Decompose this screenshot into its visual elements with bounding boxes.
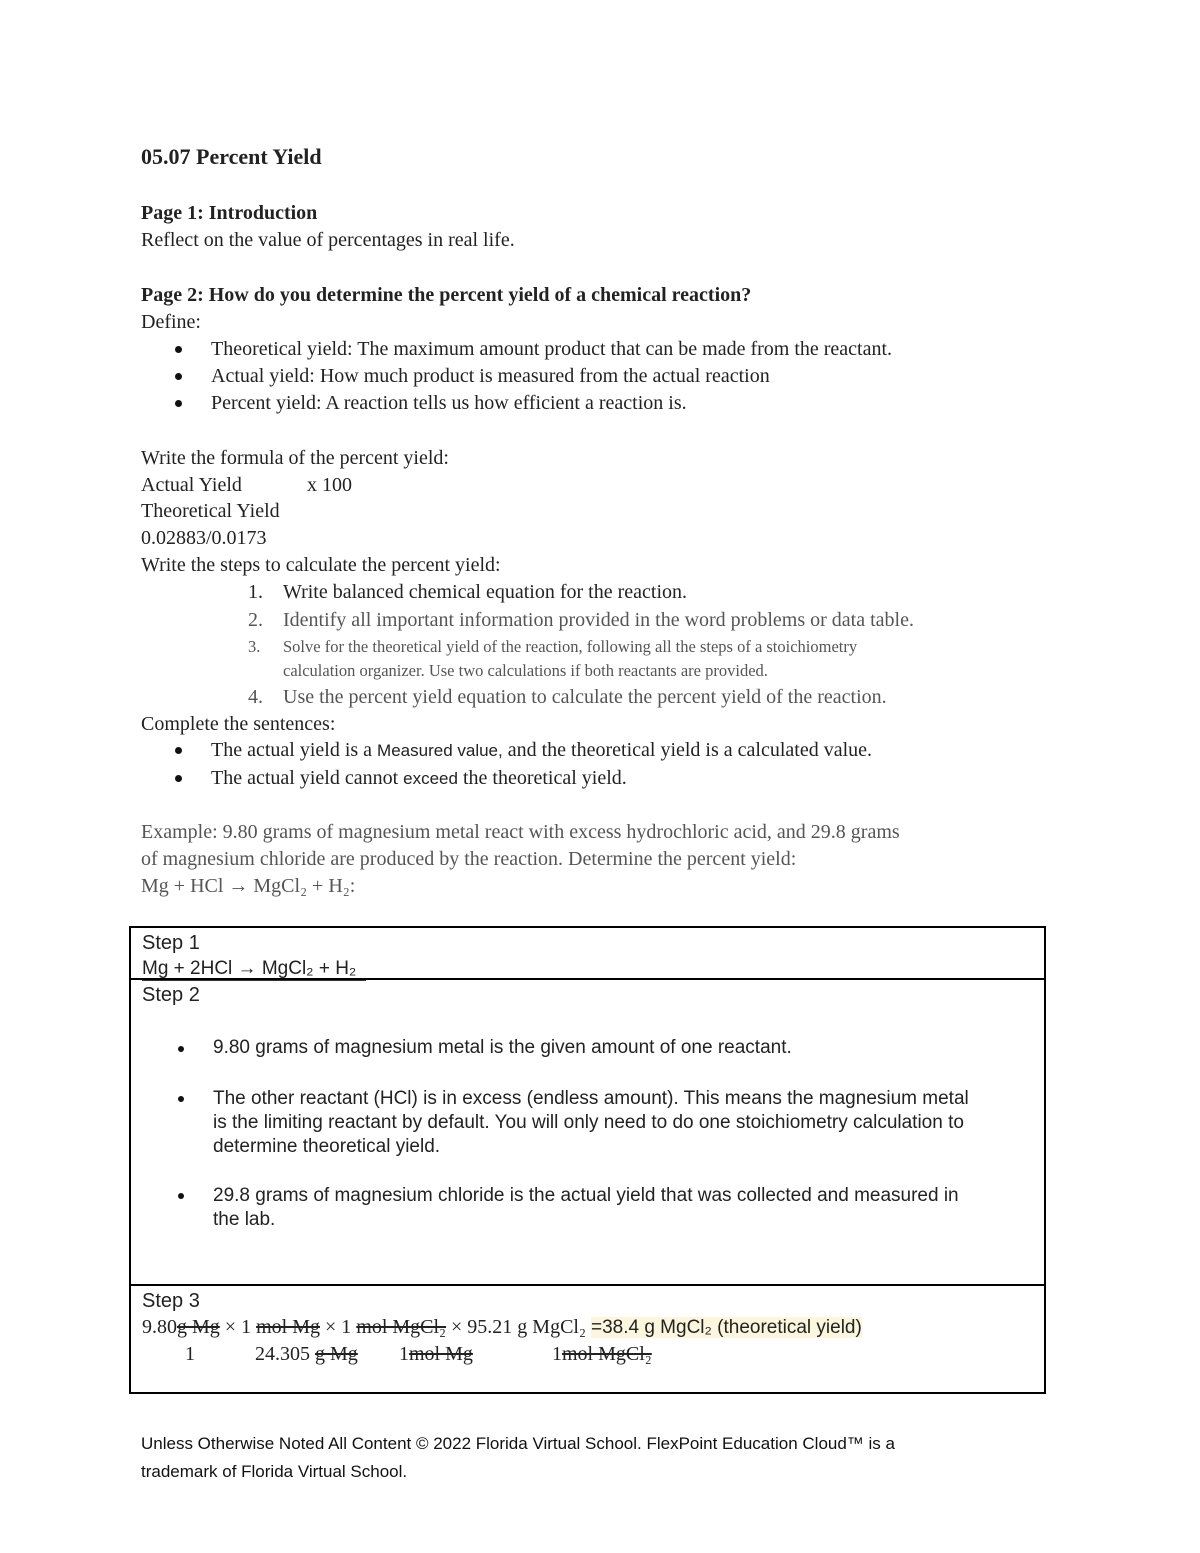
- sentence-2: [211, 767, 627, 790]
- text-line: determine theoretical yield.: [213, 1136, 441, 1157]
- calc-denominator-1: 1: [185, 1343, 195, 1365]
- step1-label: Step 1: [142, 932, 200, 954]
- bullet-icon: [178, 1193, 184, 1199]
- bullet-icon: [175, 775, 182, 782]
- step1-cell: [129, 926, 1046, 980]
- bullet-icon: [175, 747, 182, 754]
- factor: × 95.21 g MgCl₂: [451, 1316, 586, 1338]
- formula-denominator: Theoretical Yield: [141, 500, 280, 522]
- step-text: Solve for the theoretical yield of the reaction, following all the steps of a stoichiometry: [283, 637, 858, 656]
- calc-result: =38.4 g MgCl₂ (theoretical yield): [590, 1317, 862, 1338]
- cancelled-unit: mol Mg: [409, 1343, 473, 1365]
- calc-denominator-2: [255, 1343, 358, 1366]
- cancelled-unit: mol MgCl₂: [562, 1343, 652, 1365]
- coefficient: 1: [399, 1343, 409, 1365]
- formula-answer: 0.02883/0.0173: [141, 527, 267, 549]
- text-line: 29.8 grams of magnesium chloride is the actual yield that was collected and measured in: [213, 1185, 959, 1206]
- footer: [141, 1430, 1021, 1486]
- definition-percent: Percent yield: A reaction tells us how efficient a reaction is.: [211, 392, 687, 414]
- formula-numerator: Actual Yield: [141, 474, 242, 496]
- cancelled-unit: g Mg: [315, 1343, 358, 1365]
- definition-actual: Actual yield: How much product is measured from the actual reaction: [211, 365, 770, 387]
- text-line: is the limiting reactant by default. You will only need to do one stoichiometry calculation to: [213, 1112, 964, 1133]
- given-mass: 9.80: [142, 1316, 177, 1338]
- factor: × 1: [324, 1316, 352, 1338]
- sentence-text: and the theoretical yield is a calculated value.: [502, 739, 873, 761]
- formula-prompt: Write the formula of the percent yield:: [141, 447, 449, 469]
- cancelled-unit: mol MgCl₂: [356, 1316, 447, 1338]
- example-line: Example: 9.80 grams of magnesium metal react with excess hydrochloric acid, and 29.8 grams: [141, 821, 900, 843]
- complete-prompt: Complete the sentences:: [141, 713, 336, 735]
- define-label: Define:: [141, 311, 201, 333]
- step-text-cont: calculation organizer. Use two calculations if both reactants are provided.: [283, 661, 768, 680]
- page1-text: Reflect on the value of percentages in real life.: [141, 229, 515, 251]
- calc-denominator-4: [552, 1343, 652, 1366]
- molar-mass: 24.305: [255, 1343, 310, 1365]
- definition-theoretical: Theoretical yield: The maximum amount product that can be made from the reactant.: [211, 338, 893, 360]
- step2-bullet-text: [213, 1184, 959, 1232]
- footer-line: trademark of Florida Virtual School.: [141, 1462, 408, 1481]
- sentence-1: [211, 739, 872, 762]
- steps-prompt: Write the steps to calculate the percent yield:: [141, 554, 501, 576]
- formula-times: x 100: [307, 474, 352, 496]
- text-line: the lab.: [213, 1209, 276, 1230]
- step-number: 3.: [248, 637, 261, 656]
- answer-text: exceed: [403, 769, 458, 788]
- step-number: 1.: [248, 581, 263, 603]
- sentence-text: The actual yield cannot: [211, 767, 404, 789]
- step1-equation: Mg + 2HCl → MgCl₂ + H₂: [142, 958, 366, 981]
- step-number: 2.: [248, 609, 263, 631]
- answer-text: Measured value,: [377, 741, 503, 760]
- page2-heading: Page 2: How do you determine the percent yield of a chemical reaction?: [141, 284, 752, 306]
- sentence-text: The actual yield is a: [211, 739, 378, 761]
- factor: × 1: [224, 1316, 252, 1338]
- step-number: 4.: [248, 686, 263, 708]
- step2-bullet-text: 9.80 grams of magnesium metal is the given amount of one reactant.: [213, 1037, 792, 1058]
- bullet-icon: [178, 1046, 184, 1052]
- text-line: The other reactant (HCl) is in excess (endless amount). This means the magnesium metal: [213, 1088, 969, 1109]
- step-text: Write balanced chemical equation for the reaction.: [283, 581, 687, 603]
- cancelled-unit: g Mg: [177, 1316, 220, 1338]
- sentence-text: the theoretical yield.: [457, 767, 627, 789]
- step-text: Use the percent yield equation to calculate the percent yield of the reaction.: [283, 686, 887, 708]
- step-text: Identify all important information provided in the word problems or data table.: [283, 609, 914, 631]
- step2-bullet-text: [213, 1087, 969, 1159]
- page1-heading: Page 1: Introduction: [141, 202, 318, 224]
- step3-label: Step 3: [142, 1290, 200, 1312]
- bullet-icon: [175, 373, 182, 380]
- bullet-icon: [178, 1096, 184, 1102]
- page-title: 05.07 Percent Yield: [141, 144, 322, 169]
- calc-numerator-row: [142, 1316, 862, 1339]
- footer-line: Unless Otherwise Noted All Content © 2022 Florida Virtual School. FlexPoint Education Cloud™ is a: [141, 1434, 895, 1453]
- step2-label: Step 2: [142, 984, 200, 1006]
- bullet-icon: [175, 346, 182, 353]
- example-line: of magnesium chloride are produced by the reaction. Determine the percent yield:: [141, 848, 797, 870]
- calc-denominator-3: [399, 1343, 473, 1366]
- step2-cell: [129, 978, 1046, 1286]
- coefficient: 1: [552, 1343, 562, 1365]
- example-equation: Mg + HCl → MgCl₂ + H₂:: [141, 875, 356, 897]
- bullet-icon: [175, 400, 182, 407]
- step3-cell: [129, 1284, 1046, 1394]
- cancelled-unit: mol Mg: [256, 1316, 320, 1338]
